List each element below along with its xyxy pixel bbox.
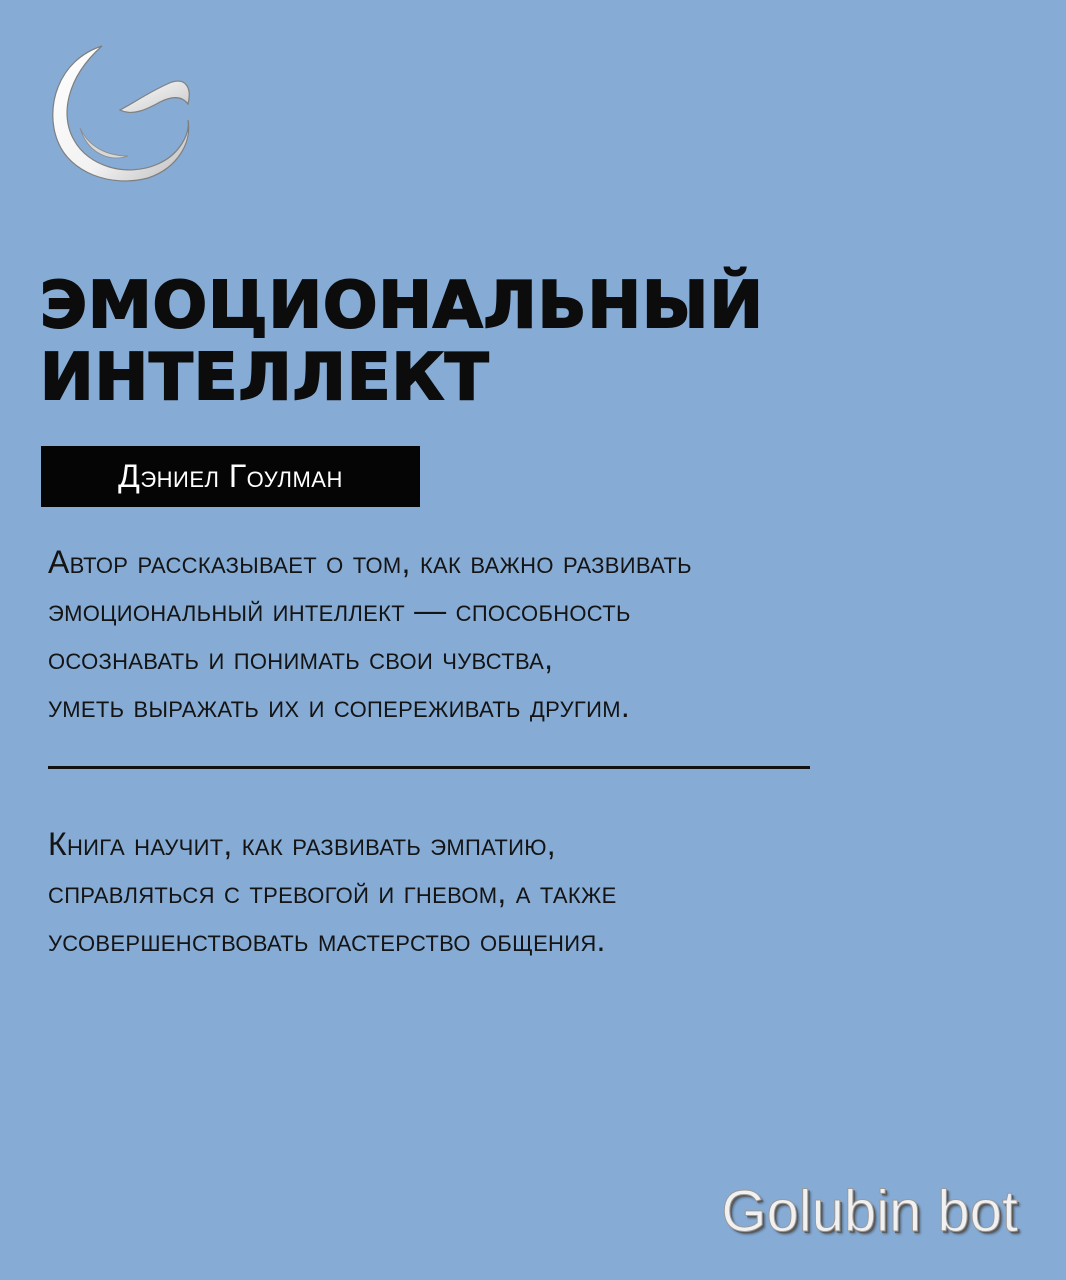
- book-description: [48, 538, 692, 730]
- description-line: уметь выражать их и сопереживать другим.: [48, 688, 631, 724]
- brand-watermark: Golubin bot: [721, 1179, 1018, 1244]
- book-title-line-1: ЭМОЦИОНАЛЬНЫЙ: [40, 269, 764, 343]
- book-summary: [48, 820, 617, 964]
- crescent-swoosh-logo-icon: [40, 38, 194, 192]
- summary-line: усовершенствовать мастерство общения.: [48, 922, 606, 958]
- book-title-line-2: ИНТЕЛЛЕКТ: [40, 341, 490, 415]
- description-line: Автор рассказывает о том, как важно развивать: [48, 544, 692, 580]
- summary-line: Книга научит, как развивать эмпатию,: [48, 826, 556, 862]
- description-line: осознавать и понимать свои чувства,: [48, 640, 554, 676]
- author-name: Дэниел Гоулман: [118, 458, 343, 494]
- section-divider: [48, 766, 810, 769]
- author-badge: [41, 446, 420, 507]
- description-line: эмоциональный интеллект — способность: [48, 592, 631, 628]
- summary-line: справляться с тревогой и гневом, а также: [48, 874, 617, 910]
- book-title: [40, 270, 764, 414]
